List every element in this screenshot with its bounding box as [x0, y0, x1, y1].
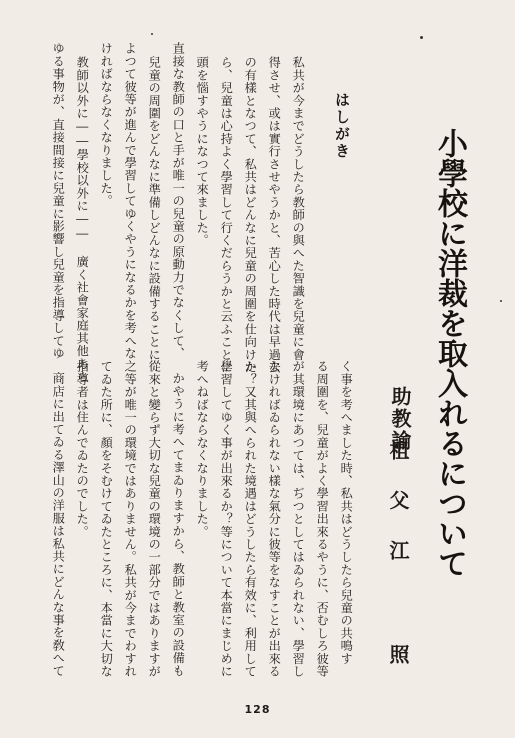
- body-column-bottom-8: かやうに考へてまゐりますから、教師と教室の設備も: [171, 372, 186, 677]
- body-column-top-6: 直接な教師の口と手が唯一の兒童の原動力でなくして、: [171, 42, 186, 360]
- body-column-bottom-3: が其環境にあつては、ぢつとしてはゐられない、學習し: [291, 360, 306, 678]
- page-number: 128: [244, 703, 271, 716]
- article-title: 小學校に洋裁を取入れるについて: [432, 128, 467, 578]
- body-column-top-3: の有樣となつて、私共はどんなに兒童の周圍を仕向けた: [243, 56, 258, 374]
- body-column-bottom-12: 指導者は住んでゐたのでした。: [75, 360, 90, 538]
- body-column-bottom-5: か？又其與へられた境遇はどうしたら有效に、利用して: [243, 360, 258, 678]
- author-position: 助教諭: [388, 386, 412, 452]
- body-column-bottom-11: てゐた所に、顏をそむけてゐたところに、本當に大切な: [99, 360, 114, 678]
- body-column-top-2: 得させ、或は實行させやうかと、苦心した時代は早過去: [267, 56, 282, 374]
- body-column-bottom-7: 考へねばならなくなりました。: [195, 360, 210, 538]
- body-column-bottom-10: 之等が唯一の環境ではありません。私共が今までわすれ: [123, 360, 138, 678]
- print-speck: [420, 36, 423, 39]
- body-column-top-4: ら、兒童は心持よく學習して行くだらうかと云ふことに: [219, 56, 234, 374]
- body-column-bottom-9: 從來と變らず大切な兒童の環境の一部分ではありますが: [147, 360, 162, 678]
- body-column-bottom-1: く事を考へました時、私共はどうしたら兒童の共鳴す: [339, 360, 354, 665]
- body-column-top-5: 頭を惱すやうになつて來ました。: [195, 56, 210, 247]
- body-column-top-1: 私共が今までどうしたら教師の與へた智識を兒童に會: [291, 56, 306, 361]
- body-column-top-7: 兒童の周圍をどんなに準備しどんなに設備することに: [147, 56, 162, 361]
- body-column-top-11: ゆる事物が、直接間接に兒童に影響し兒童を指導してゆ: [51, 42, 66, 360]
- body-column-bottom-4: なければゐられない樣な氣分に彼等をなすことが出來る: [267, 360, 282, 678]
- body-column-top-9: ければならなくなりました。: [99, 42, 114, 208]
- section-heading: はしがき: [333, 92, 351, 160]
- print-speck: [500, 300, 502, 302]
- body-column-bottom-13: 商店に出てゐる澤山の洋服は私共にどんな事を敎へて: [51, 372, 66, 677]
- body-column-bottom-2: る周圍を、兒童がよく學習出來るやうに、否むしろ彼等: [315, 360, 330, 678]
- author-name: 祖父江 照: [386, 440, 410, 694]
- body-column-top-8: よつて彼等が進んで學習してゆくやうになるかを考へな: [123, 42, 138, 360]
- body-column-top-10: 教師以外に――學校以外に―― 廣く社會家庭其他あら: [75, 56, 90, 383]
- body-column-bottom-6: 學習してゆく事が出來るか？等について本當にまじめに: [219, 360, 234, 678]
- print-speck: [151, 33, 153, 35]
